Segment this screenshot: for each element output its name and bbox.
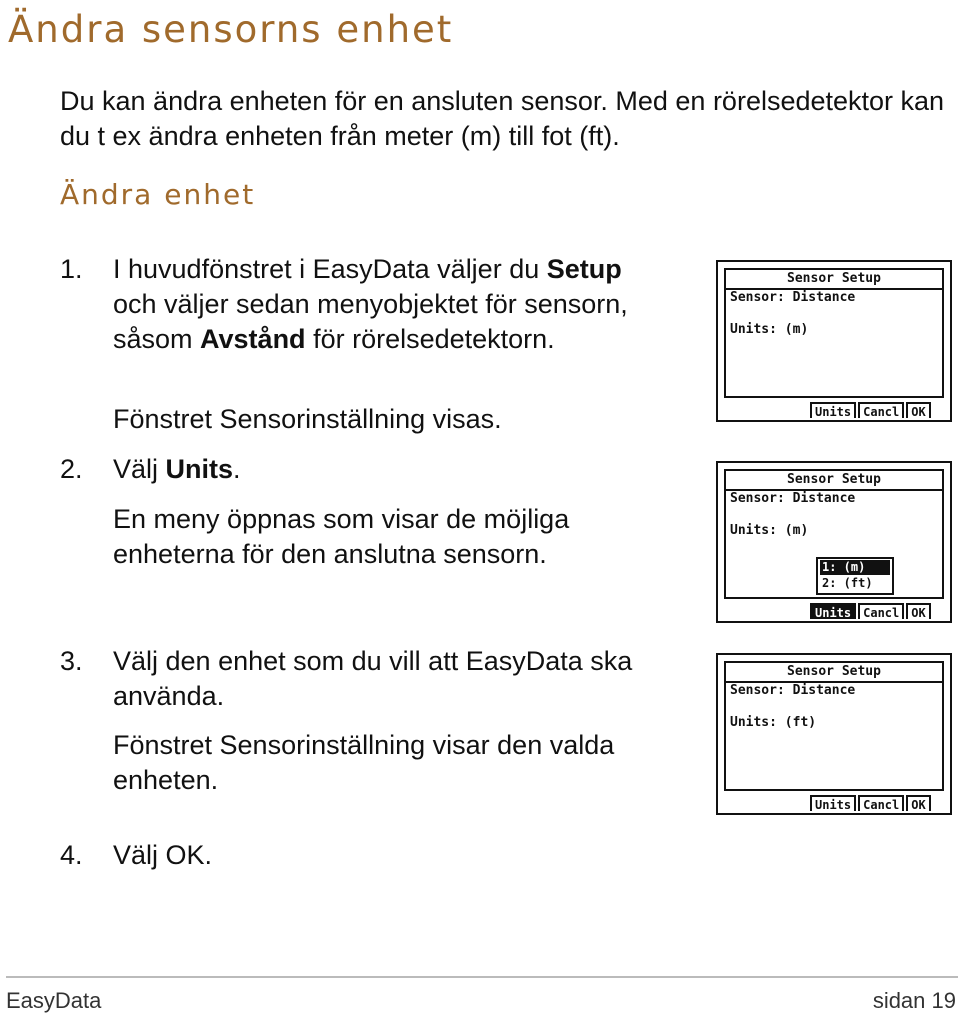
- softkey-bar: [808, 603, 931, 619]
- units-line: Units: (ft): [730, 715, 817, 730]
- softkey-bar: [808, 795, 931, 811]
- intro-paragraph: Du kan ändra enheten för en ansluten sensor. Med en rörelsedetektor kan du t ex ändra enheten från meter (m) till fot (ft).: [60, 86, 945, 151]
- step-4-number: 4.: [60, 840, 83, 870]
- screen-title: Sensor Setup: [726, 471, 942, 491]
- screen-window: [724, 268, 944, 398]
- step-1-text: I huvudfönstret i EasyData väljer du Setup och väljer sedan menyobjektet för sensorn, såsom Avstånd för rörelsedetektorn.: [113, 254, 628, 354]
- step-3-text: Välj den enhet som du vill att EasyData ska använda.: [113, 646, 633, 711]
- sensor-line: Sensor: Distance: [730, 491, 856, 506]
- units-menu: [816, 557, 894, 595]
- softkey-bar: [808, 402, 931, 418]
- step-1-result: Fönstret Sensorinställning visas.: [113, 404, 502, 434]
- step-1-number: 1.: [60, 254, 83, 284]
- units-softkey[interactable]: Units: [810, 402, 856, 418]
- footer-divider: [6, 976, 958, 978]
- ok-softkey[interactable]: OK: [906, 795, 930, 811]
- setup-term: Setup: [546, 254, 622, 284]
- menu-item-m[interactable]: 1: (m): [820, 560, 890, 575]
- page-title: Ändra sensorns enhet: [8, 8, 454, 51]
- screen-window: [724, 661, 944, 791]
- menu-item-ft[interactable]: 2: (ft): [822, 576, 873, 590]
- footer-page-number: sidan 19: [872, 988, 956, 1013]
- units-line: Units: (m): [730, 523, 809, 538]
- screen-window: [724, 469, 944, 599]
- step-2-text: Välj Units.: [113, 454, 241, 484]
- units-softkey[interactable]: Units: [810, 795, 856, 811]
- calculator-screen-2: [716, 461, 952, 623]
- cancel-softkey[interactable]: Cancl: [858, 795, 904, 811]
- screen-title: Sensor Setup: [726, 663, 942, 683]
- avstand-term: Avstånd: [200, 324, 306, 354]
- step-4-text: Välj OK.: [113, 840, 213, 870]
- units-softkey[interactable]: Units: [810, 603, 856, 619]
- calculator-screen-1: [716, 260, 952, 422]
- section-heading: Ändra enhet: [60, 178, 256, 211]
- units-line: Units: (m): [730, 322, 809, 337]
- units-term: Units: [165, 454, 234, 484]
- step-3-number: 3.: [60, 646, 83, 676]
- screen-title: Sensor Setup: [726, 270, 942, 290]
- cancel-softkey[interactable]: Cancl: [858, 402, 904, 418]
- sensor-line: Sensor: Distance: [730, 290, 856, 305]
- step-2-number: 2.: [60, 454, 83, 484]
- sensor-line: Sensor: Distance: [730, 683, 856, 698]
- step-3-result: Fönstret Sensorinställning visar den valda enheten.: [113, 730, 615, 795]
- footer-product: EasyData: [6, 988, 102, 1013]
- step-2-result: En meny öppnas som visar de möjliga enheterna för den anslutna sensorn.: [113, 504, 570, 569]
- cancel-softkey[interactable]: Cancl: [858, 603, 904, 619]
- ok-softkey[interactable]: OK: [906, 603, 930, 619]
- ok-softkey[interactable]: OK: [906, 402, 930, 418]
- calculator-screen-3: [716, 653, 952, 815]
